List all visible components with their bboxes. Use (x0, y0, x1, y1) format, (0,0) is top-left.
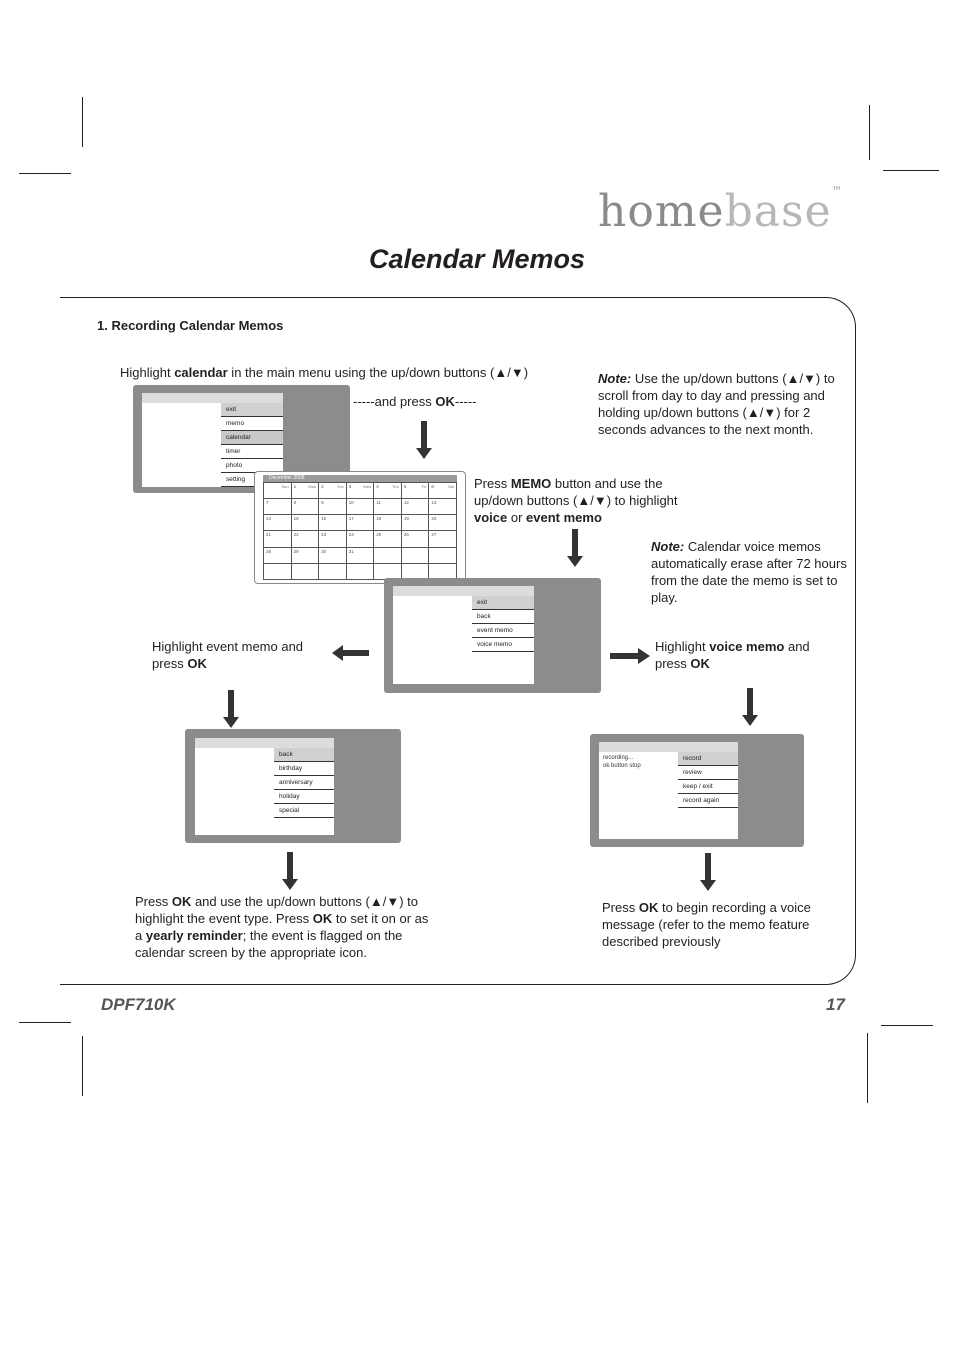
event-memo-screen (185, 729, 401, 843)
calendar-day-number: 27 (431, 532, 437, 538)
window-titlebar (142, 393, 283, 403)
arrow-down-icon (567, 529, 583, 567)
step-highlight-calendar (120, 364, 528, 381)
calendar-weekday-label: Tue (336, 484, 344, 489)
status-recording: recording... (603, 755, 634, 761)
text-run: Highlight event memo and press (152, 639, 304, 671)
text-bold: OK (435, 394, 455, 409)
calendar-screen (254, 471, 466, 584)
event-menu-window (195, 738, 334, 835)
memo-item-exit[interactable]: exit (472, 596, 534, 610)
voice-item-record-again[interactable]: record again (678, 794, 738, 808)
window-titlebar (195, 738, 334, 748)
calendar-day-cell[interactable] (402, 499, 430, 515)
calendar-day-cell[interactable] (429, 531, 457, 547)
text-run: -----and press (353, 394, 436, 409)
crop-mark (82, 97, 83, 147)
text-run: to set it on or as a (135, 911, 429, 943)
note-erase (651, 538, 851, 606)
voice-menu-list (678, 752, 738, 808)
text-bold: yearly reminder (145, 928, 243, 943)
calendar-weekday-label: Sat (447, 484, 454, 489)
calendar-day-cell[interactable] (319, 499, 347, 515)
logo-part-home: home (598, 186, 725, 237)
calendar-day-number: 18 (376, 516, 382, 522)
voice-item-review[interactable]: review (678, 766, 738, 780)
footer-page-number: 17 (826, 995, 845, 1014)
crop-mark (19, 1022, 71, 1023)
calendar-day-cell[interactable] (402, 483, 430, 499)
event-item-anniversary[interactable]: anniversary (274, 776, 334, 790)
menu-item-calendar[interactable]: calendar (221, 431, 283, 445)
arrow-down-icon (223, 690, 239, 728)
calendar-day-number: 13 (431, 500, 437, 506)
text-run: Press (474, 476, 511, 491)
menu-item-photo[interactable]: photo (221, 459, 283, 473)
calendar-day-number: 10 (348, 500, 354, 506)
note-label: Note: (598, 371, 632, 386)
calendar-header (263, 475, 457, 482)
menu-item-setting[interactable]: setting (221, 473, 283, 487)
calendar-day-number: 7 (266, 500, 269, 506)
arrow-right-icon (610, 648, 650, 664)
note-text: Use the up/down buttons (▲/▼) to scroll from day to day and pressing and holding up/down buttons (▲/▼) for 2 seconds advances to the next month. (598, 371, 835, 437)
status-stop-hint: ok button stop (603, 763, 641, 769)
calendar-day-cell[interactable] (429, 483, 457, 499)
recording-status (603, 754, 641, 770)
calendar-day-cell[interactable] (374, 515, 402, 531)
page-title: Calendar Memos (368, 244, 586, 274)
calendar-day-cell[interactable] (429, 548, 457, 564)
calendar-day-cell[interactable] (374, 483, 402, 499)
calendar-day-number: 28 (266, 548, 272, 554)
calendar-day-number: 23 (321, 532, 327, 538)
text-run: Press (602, 900, 639, 915)
calendar-day-cell[interactable] (402, 548, 430, 564)
calendar-day-cell[interactable] (402, 531, 430, 547)
calendar-day-cell[interactable] (264, 483, 292, 499)
calendar-day-cell[interactable] (319, 548, 347, 564)
window-titlebar (599, 742, 738, 752)
calendar-day-number: 8 (293, 500, 297, 506)
crop-mark (82, 1036, 83, 1096)
menu-item-memo[interactable]: memo (221, 417, 283, 431)
calendar-day-number: 16 (321, 516, 327, 522)
arrow-down-icon (700, 853, 716, 891)
voice-memo-screen (590, 734, 804, 847)
calendar-weekday-label: Mon (308, 484, 317, 489)
voice-menu-window (599, 742, 738, 839)
footer-model: DPF710K (101, 995, 176, 1014)
voice-item-keep-exit[interactable]: keep / exit (678, 780, 738, 794)
calendar-day-number: 12 (403, 500, 409, 506)
text-bold: event memo (526, 510, 602, 525)
calendar-day-cell[interactable] (319, 515, 347, 531)
step-highlight-event-memo (152, 638, 332, 672)
calendar-day-cell[interactable] (319, 531, 347, 547)
calendar-month-label: December 2008 (269, 475, 305, 481)
calendar-day-number: 1 (293, 484, 297, 489)
text-run: Press (135, 894, 172, 909)
calendar-day-number: 2 (321, 484, 324, 489)
calendar-weekday-label: Fri (421, 484, 427, 489)
arrow-left-icon (332, 645, 369, 661)
calendar-day-cell[interactable] (264, 515, 292, 531)
step-highlight-voice-memo (655, 638, 825, 672)
step-press-ok (353, 393, 477, 410)
note-text: Calendar voice memos automatically erase after 72 hours from the date the memo is set to play. (651, 539, 847, 605)
text-run: Highlight (120, 365, 175, 380)
calendar-day-cell[interactable] (292, 531, 320, 547)
calendar-day-cell[interactable] (347, 515, 375, 531)
window-titlebar (393, 586, 534, 596)
event-item-special[interactable]: special (274, 804, 334, 818)
memo-item-voice-memo[interactable]: voice memo (472, 638, 534, 652)
calendar-weekday-label: Thu (391, 484, 399, 489)
text-bold: voice memo (709, 639, 785, 654)
calendar-day-cell[interactable] (374, 499, 402, 515)
crop-mark (869, 105, 870, 160)
text-bold: OK (171, 894, 192, 909)
calendar-day-cell[interactable] (319, 564, 347, 580)
note-scroll (598, 370, 850, 438)
text-run: ; the event is flagged on the calendar screen by the appropriate icon. (135, 928, 403, 960)
calendar-day-cell[interactable] (264, 531, 292, 547)
calendar-day-number: 6 (431, 484, 434, 489)
calendar-day-cell[interactable] (292, 515, 320, 531)
calendar-day-cell[interactable] (402, 515, 430, 531)
text-run: and press (655, 639, 810, 671)
calendar-day-number: 3 (348, 484, 352, 489)
event-item-back[interactable]: back (274, 748, 334, 762)
calendar-day-cell[interactable] (429, 515, 457, 531)
calendar-day-number: 11 (376, 500, 381, 506)
calendar-day-number: 21 (266, 532, 272, 538)
menu-item-timer[interactable]: timer (221, 445, 283, 459)
event-item-birthday[interactable]: birthday (274, 762, 334, 776)
memo-menu-list (472, 596, 534, 652)
step-begin-recording (602, 899, 832, 950)
calendar-day-number: 24 (348, 532, 354, 538)
calendar-day-cell[interactable] (264, 499, 292, 515)
calendar-day-number: 31 (348, 548, 354, 554)
calendar-day-cell[interactable] (429, 499, 457, 515)
calendar-day-number: 20 (431, 516, 437, 522)
calendar-day-cell[interactable] (347, 499, 375, 515)
calendar-day-cell[interactable] (374, 548, 402, 564)
crop-mark (881, 1025, 933, 1026)
logo-part-base: base (724, 186, 832, 237)
step-set-event-type (135, 893, 435, 961)
memo-item-event-memo[interactable]: event memo (472, 624, 534, 638)
logo-trademark: ™ (831, 186, 843, 197)
calendar-day-number: 9 (321, 500, 324, 506)
memo-menu-window (393, 586, 534, 684)
calendar-day-number: 5 (403, 484, 407, 489)
text-bold: OK (690, 656, 710, 671)
text-bold: OK (187, 656, 207, 671)
calendar-grid (263, 482, 457, 580)
arrow-down-icon (416, 421, 432, 459)
calendar-day-cell[interactable] (347, 483, 375, 499)
calendar-day-number: 14 (266, 516, 272, 522)
text-run: ----- (454, 394, 477, 409)
memo-item-back[interactable]: back (472, 610, 534, 624)
calendar-day-cell[interactable] (292, 499, 320, 515)
step-press-memo (474, 475, 684, 526)
text-bold: calendar (174, 365, 228, 380)
text-bold: MEMO (510, 476, 552, 491)
calendar-day-number: 30 (321, 548, 327, 554)
calendar-day-number: 29 (293, 548, 299, 554)
note-label: Note: (651, 539, 685, 554)
text-bold: OK (312, 911, 333, 926)
calendar-day-number: 4 (376, 484, 379, 489)
calendar-day-cell[interactable] (264, 564, 292, 580)
arrow-down-icon (742, 688, 758, 726)
crop-mark (867, 1033, 868, 1103)
text-run: Highlight (655, 639, 710, 654)
calendar-day-cell[interactable] (374, 531, 402, 547)
calendar-day-number: 26 (403, 532, 409, 538)
text-run: to begin recording a voice message (refer to the memo feature described previously (602, 900, 811, 949)
calendar-weekday-label: Sun (281, 484, 289, 489)
calendar-day-cell[interactable] (319, 483, 347, 499)
calendar-day-cell[interactable] (292, 564, 320, 580)
calendar-day-cell[interactable] (292, 483, 320, 499)
calendar-weekday-label: Wed (363, 484, 372, 489)
calendar-day-cell[interactable] (347, 564, 375, 580)
menu-item-exit[interactable]: exit (221, 403, 283, 417)
section-heading: 1. Recording Calendar Memos (97, 318, 284, 333)
calendar-day-number: 19 (403, 516, 409, 522)
calendar-day-number: 15 (293, 516, 299, 522)
calendar-day-cell[interactable] (347, 548, 375, 564)
text-run: or (507, 510, 527, 525)
crop-mark (19, 173, 71, 174)
calendar-day-cell[interactable] (292, 548, 320, 564)
text-run: button and use the up/down buttons (▲/▼) to highlight (474, 476, 678, 508)
calendar-day-number: 22 (293, 532, 299, 538)
event-item-holiday[interactable]: holiday (274, 790, 334, 804)
text-bold: voice (474, 510, 508, 525)
crop-mark (883, 170, 939, 171)
arrow-down-icon (282, 852, 298, 890)
homebase-logo (598, 186, 843, 237)
calendar-day-cell[interactable] (347, 531, 375, 547)
calendar-day-number: 25 (376, 532, 382, 538)
text-run: and use the up/down buttons (▲/▼) to highlight the event type. Press (135, 894, 418, 926)
calendar-day-cell[interactable] (264, 548, 292, 564)
text-bold: OK (638, 900, 659, 915)
text-run: in the main menu using the up/down buttons (▲/▼) (227, 365, 529, 380)
memo-menu-screen (384, 578, 601, 693)
event-menu-list (274, 748, 334, 818)
calendar-day-number: 17 (348, 516, 354, 522)
voice-item-record[interactable]: record (678, 752, 738, 766)
